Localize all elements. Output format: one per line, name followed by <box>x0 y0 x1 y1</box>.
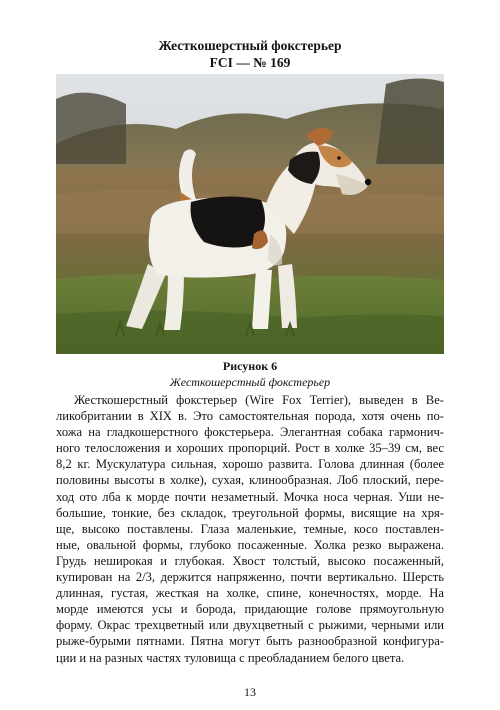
body-line: большие, тонкие, без складок, треугольной формы, висящие на хря- <box>56 505 444 520</box>
figure-number: Рисунок 6 <box>222 359 278 373</box>
body-line: ные, овальной формы, глубоко посаженные. Холка резко выражена. <box>56 537 444 552</box>
body-line: половины высоты в холке), сухая, клинообразная. Лоб плоский, пере- <box>56 473 444 488</box>
page-subtitle: FCI — № 169 <box>209 55 291 70</box>
body-line: ход ото лба к морде почти незаметный. Мочка носа черная. Уши не- <box>56 489 444 504</box>
page-title: Жесткошерстный фокстерьер <box>158 38 342 53</box>
body-line: форму. Окрас трехцветный или двухцветный с рыжими, черными или <box>56 618 444 633</box>
body-line: ции и на разных частях туловища с преобладанием белого цвета. <box>56 650 405 665</box>
figure-caption: Жесткошерстный фокстерьер <box>169 375 331 389</box>
body-line: Жесткошерстный фокстерьер (Wire Fox Terrier), выведен в Ве- <box>74 393 444 407</box>
body-line: морде имеются усы и борода, придающие голове прямоугольную <box>56 602 444 617</box>
dog-photo <box>56 74 444 354</box>
body-line: Грудь неширокая и глубокая. Хвост толстый, высоко посаженный, <box>56 553 444 568</box>
body-line: купирован на 2/3, держится напряженно, почти вертикально. Шерсть <box>56 570 444 585</box>
body-line: ного телосложения и хороших пропорций. Рост в холке 35–39 см, вес <box>56 441 444 456</box>
body-line: рыже-бурыми пятнами. Пятна могут быть разнообразной конфигура- <box>56 634 444 649</box>
body-line: ще, высоко поставлены. Глаза маленькие, темные, косо поставлен- <box>56 521 444 536</box>
body-text <box>56 392 444 666</box>
page-number: 13 <box>244 685 256 699</box>
body-line: ликобритании в XIX в. Это самостоятельная порода, хотя очень по- <box>56 409 444 424</box>
body-line: хожа на гладкошерстного фокстерьера. Элегантная собака гармонич- <box>56 425 444 440</box>
body-line: 8,2 кг. Мускулатура сильная, хорошо развита. Голова длинная (более <box>56 457 444 472</box>
body-line: длинная, густая, жесткая на холке, спине, конечностях, морде. На <box>56 586 444 601</box>
